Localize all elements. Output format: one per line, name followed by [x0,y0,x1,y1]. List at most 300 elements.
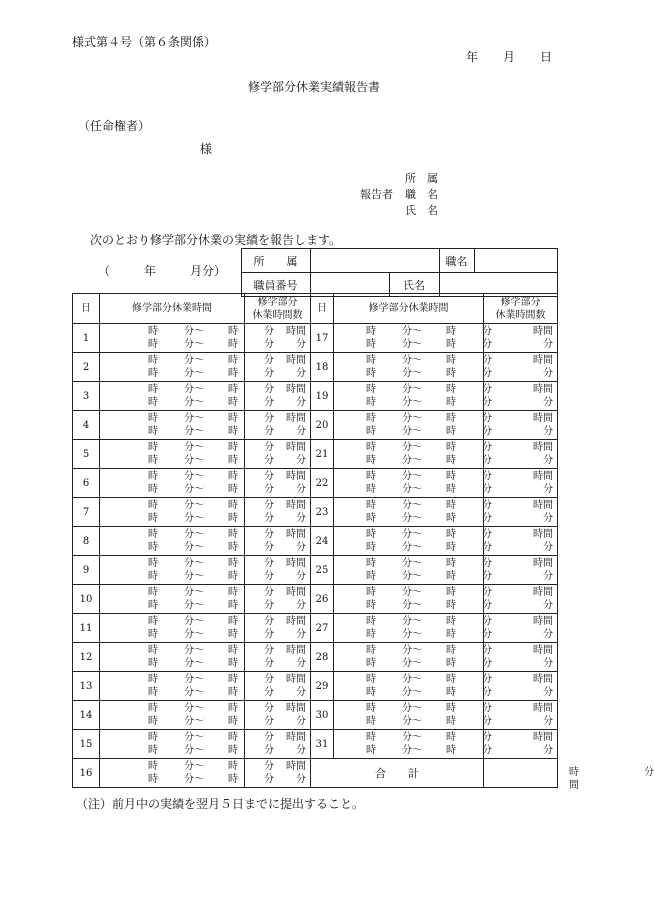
hours-unit: 時間 [286,558,306,569]
start-hour-unit: 時 [366,703,376,714]
start-hour-unit: 時 [366,616,376,627]
start-hour-unit: 時 [148,368,158,379]
minutes-unit: 分 [296,426,306,437]
end-minute-unit: 分 [482,542,492,553]
end-hour-unit: 時 [446,355,456,366]
start-hour-unit: 時 [148,745,158,756]
end-minute-unit: 分 [264,571,274,582]
day-number: 17 [311,324,334,353]
time-header: 修学部分休業時間 [100,294,245,324]
end-hour-unit: 時 [446,413,456,424]
hours-unit: 時間 [286,645,306,656]
start-minute-unit: 分～ [402,455,422,466]
hours-unit: 時間 [286,442,306,453]
minutes-unit: 分 [296,716,306,727]
hours-unit: 時間 [286,471,306,482]
hours-unit: 時間 [286,703,306,714]
footnote: （注）前月中の実績を翌月５日までに提出すること。 [76,797,365,811]
leave-hours-cell[interactable] [245,498,311,527]
leave-time-cell[interactable] [334,382,492,411]
leave-hours-cell[interactable] [484,585,558,614]
appointer-label: （任命権者） [78,119,151,133]
start-minute-unit: 分～ [184,658,204,669]
minutes-unit: 分 [296,600,306,611]
leave-hours-cell[interactable] [245,353,311,382]
start-minute-unit: 分～ [184,384,204,395]
end-minute-unit: 分 [264,368,274,379]
start-minute-unit: 分～ [402,529,422,540]
start-hour-unit: 時 [366,745,376,756]
day-number: 7 [73,498,100,527]
leave-time-cell[interactable] [100,353,274,382]
end-hour-unit: 時 [446,645,456,656]
name-label: 氏名 [389,273,439,297]
leave-hours-cell[interactable] [245,411,311,440]
start-hour-unit: 時 [148,616,158,627]
leave-time-cell[interactable] [334,701,492,730]
hours-unit: 時間 [286,761,306,772]
minutes-unit: 分 [296,658,306,669]
affiliation-field[interactable] [310,249,439,273]
leave-hours-cell[interactable] [245,759,311,788]
end-hour-unit: 時 [228,384,238,395]
leave-time-cell[interactable] [100,759,274,788]
hours-unit: 時間 [286,384,306,395]
day-number: 29 [311,672,334,701]
leave-time-cell[interactable] [100,324,274,353]
end-hour-unit: 時 [446,658,456,669]
affiliation-label: 所 属 [241,249,310,273]
hours-unit: 時間 [286,529,306,540]
leave-time-cell[interactable] [100,614,274,643]
minutes-unit: 分 [543,571,553,582]
total-minutes-unit: 分 [644,767,654,778]
end-minute-unit: 分 [264,674,274,685]
minutes-unit: 分 [296,513,306,524]
day-row [73,730,558,759]
end-minute-unit: 分 [482,600,492,611]
day-number: 26 [311,585,334,614]
start-minute-unit: 分～ [184,529,204,540]
start-hour-unit: 時 [148,455,158,466]
leave-time-cell[interactable] [334,498,492,527]
start-minute-unit: 分～ [184,426,204,437]
end-minute-unit: 分 [482,442,492,453]
minutes-unit: 分 [543,629,553,640]
day-row [73,556,558,585]
end-minute-unit: 分 [264,471,274,482]
start-minute-unit: 分～ [184,687,204,698]
leave-time-cell[interactable] [334,585,492,614]
start-minute-unit: 分～ [184,413,204,424]
day-number: 19 [311,382,334,411]
start-minute-unit: 分～ [402,645,422,656]
start-hour-unit: 時 [366,442,376,453]
hours-header-line2: 休業時間数 [252,309,303,321]
end-hour-unit: 時 [446,326,456,337]
leave-hours-cell[interactable] [245,585,311,614]
start-minute-unit: 分～ [402,500,422,511]
date-month-label: 月 [503,50,516,64]
start-minute-unit: 分～ [402,326,422,337]
leave-time-cell[interactable] [334,730,492,759]
hours-unit: 時間 [533,558,553,569]
start-minute-unit: 分～ [402,558,422,569]
minutes-unit: 分 [543,397,553,408]
end-minute-unit: 分 [482,629,492,640]
leave-time-cell[interactable] [100,498,274,527]
start-minute-unit: 分～ [184,774,204,785]
end-hour-unit: 時 [228,674,238,685]
start-hour-unit: 時 [366,500,376,511]
day-number: 23 [311,498,334,527]
end-minute-unit: 分 [264,629,274,640]
day-number: 22 [311,469,334,498]
end-minute-unit: 分 [264,745,274,756]
end-minute-unit: 分 [482,413,492,424]
end-minute-unit: 分 [264,542,274,553]
end-minute-unit: 分 [264,513,274,524]
total-hours-unit: 時間 [569,767,579,791]
day-number: 11 [73,614,100,643]
leave-time-cell[interactable] [100,527,274,556]
end-minute-unit: 分 [264,761,274,772]
hours-unit: 時間 [286,413,306,424]
start-minute-unit: 分～ [402,542,422,553]
day-number: 21 [311,440,334,469]
leave-hours-cell[interactable] [484,440,558,469]
start-minute-unit: 分～ [184,600,204,611]
start-minute-unit: 分～ [184,732,204,743]
start-hour-unit: 時 [148,600,158,611]
day-number: 13 [73,672,100,701]
end-minute-unit: 分 [264,484,274,495]
start-hour-unit: 時 [148,761,158,772]
leave-time-cell[interactable] [100,585,274,614]
total-label: 合 計 [311,759,484,788]
end-hour-unit: 時 [446,687,456,698]
end-hour-unit: 時 [228,513,238,524]
start-hour-unit: 時 [366,513,376,524]
hours-unit: 時間 [533,674,553,685]
minutes-unit: 分 [543,455,553,466]
hours-header [245,294,311,324]
start-minute-unit: 分～ [402,600,422,611]
intro-text: 次のとおり修学部分休業の実績を報告します。 [90,233,342,247]
start-hour-unit: 時 [366,658,376,669]
start-hour-unit: 時 [148,658,158,669]
start-minute-unit: 分～ [402,484,422,495]
start-hour-unit: 時 [366,732,376,743]
end-hour-unit: 時 [446,484,456,495]
end-hour-unit: 時 [228,687,238,698]
day-number: 3 [73,382,100,411]
start-hour-unit: 時 [148,426,158,437]
start-minute-unit: 分～ [184,629,204,640]
time-header: 修学部分休業時間 [334,294,484,324]
leave-hours-cell[interactable] [245,643,311,672]
end-hour-unit: 時 [446,471,456,482]
leave-time-cell[interactable] [334,324,492,353]
start-minute-unit: 分～ [184,542,204,553]
start-hour-unit: 時 [148,339,158,350]
leave-hours-cell[interactable] [245,440,311,469]
end-minute-unit: 分 [264,397,274,408]
start-minute-unit: 分～ [402,355,422,366]
leave-hours-cell[interactable] [245,324,311,353]
end-hour-unit: 時 [228,645,238,656]
start-minute-unit: 分～ [184,471,204,482]
end-hour-unit: 時 [228,600,238,611]
end-minute-unit: 分 [264,774,274,785]
start-hour-unit: 時 [148,587,158,598]
start-minute-unit: 分～ [402,397,422,408]
leave-time-cell[interactable] [334,614,492,643]
minutes-unit: 分 [296,339,306,350]
leave-time-cell[interactable] [334,672,492,701]
leave-hours-cell[interactable] [484,701,558,730]
day-number: 12 [73,643,100,672]
start-minute-unit: 分～ [184,484,204,495]
end-hour-unit: 時 [228,484,238,495]
position-field[interactable] [474,249,557,273]
start-hour-unit: 時 [366,368,376,379]
end-hour-unit: 時 [446,600,456,611]
day-number: 18 [311,353,334,382]
start-minute-unit: 分～ [184,571,204,582]
leave-time-cell[interactable] [100,382,274,411]
start-hour-unit: 時 [148,674,158,685]
start-minute-unit: 分～ [402,384,422,395]
start-hour-unit: 時 [148,529,158,540]
leave-hours-cell[interactable] [245,469,311,498]
hours-unit: 時間 [286,674,306,685]
start-minute-unit: 分～ [184,500,204,511]
report-table [72,293,654,791]
leave-time-cell[interactable] [100,556,274,585]
start-hour-unit: 時 [366,645,376,656]
end-hour-unit: 時 [446,384,456,395]
leave-hours-cell[interactable] [245,382,311,411]
end-minute-unit: 分 [482,658,492,669]
hours-unit: 時間 [286,326,306,337]
leave-time-cell[interactable] [334,643,492,672]
leave-hours-cell[interactable] [484,556,558,585]
end-hour-unit: 時 [228,558,238,569]
minutes-unit: 分 [296,368,306,379]
leave-time-cell[interactable] [334,556,492,585]
end-minute-unit: 分 [264,616,274,627]
day-number: 20 [311,411,334,440]
hours-header-line1: 修学部分 [500,296,541,308]
leave-hours-cell[interactable] [484,469,558,498]
start-hour-unit: 時 [366,484,376,495]
end-hour-unit: 時 [446,339,456,350]
leave-time-cell[interactable] [100,701,274,730]
end-minute-unit: 分 [264,529,274,540]
start-hour-unit: 時 [148,645,158,656]
hours-unit: 時間 [533,703,553,714]
end-hour-unit: 時 [228,339,238,350]
end-minute-unit: 分 [482,687,492,698]
start-hour-unit: 時 [366,455,376,466]
day-number: 27 [311,614,334,643]
leave-hours-cell[interactable] [484,614,558,643]
total-value-cell[interactable] [484,759,654,791]
start-minute-unit: 分～ [402,703,422,714]
start-minute-unit: 分～ [184,355,204,366]
start-hour-unit: 時 [366,326,376,337]
leave-hours-cell[interactable] [245,672,311,701]
hours-header-line2: 休業時間数 [495,309,546,321]
position-label: 職名 [439,249,474,273]
end-minute-unit: 分 [482,745,492,756]
leave-time-cell[interactable] [100,440,274,469]
leave-hours-cell[interactable] [245,556,311,585]
start-hour-unit: 時 [366,339,376,350]
end-minute-unit: 分 [482,326,492,337]
minutes-unit: 分 [296,745,306,756]
end-hour-unit: 時 [228,355,238,366]
leave-hours-cell[interactable] [245,527,311,556]
leave-hours-cell[interactable] [484,498,558,527]
leave-time-cell[interactable] [334,469,492,498]
end-minute-unit: 分 [482,484,492,495]
leave-time-cell[interactable] [100,643,274,672]
date-year-label: 年 [466,50,479,64]
end-minute-unit: 分 [264,500,274,511]
end-minute-unit: 分 [482,616,492,627]
end-hour-unit: 時 [446,674,456,685]
end-minute-unit: 分 [264,645,274,656]
hours-unit: 時間 [533,413,553,424]
leave-hours-cell[interactable] [484,672,558,701]
day-row [73,411,558,440]
leave-hours-cell[interactable] [484,527,558,556]
day-row [73,353,558,382]
end-hour-unit: 時 [446,616,456,627]
leave-time-cell[interactable] [100,411,274,440]
leave-time-cell[interactable] [100,469,274,498]
end-minute-unit: 分 [482,732,492,743]
start-minute-unit: 分～ [402,413,422,424]
leave-time-cell[interactable] [100,672,274,701]
leave-hours-cell[interactable] [484,643,558,672]
minutes-unit: 分 [296,774,306,785]
start-minute-unit: 分～ [402,426,422,437]
leave-hours-cell[interactable] [484,730,558,759]
start-minute-unit: 分～ [402,687,422,698]
end-hour-unit: 時 [446,629,456,640]
minutes-unit: 分 [543,542,553,553]
end-hour-unit: 時 [228,426,238,437]
minutes-unit: 分 [543,368,553,379]
start-hour-unit: 時 [148,716,158,727]
end-minute-unit: 分 [264,587,274,598]
end-hour-unit: 時 [228,716,238,727]
leave-time-cell[interactable] [100,730,274,759]
day-number: 31 [311,730,334,759]
end-minute-unit: 分 [482,368,492,379]
end-hour-unit: 時 [228,587,238,598]
minutes-unit: 分 [296,629,306,640]
hours-unit: 時間 [533,471,553,482]
end-minute-unit: 分 [264,687,274,698]
day-row [73,614,558,643]
end-hour-unit: 時 [446,558,456,569]
start-hour-unit: 時 [366,587,376,598]
start-minute-unit: 分～ [402,674,422,685]
start-hour-unit: 時 [366,674,376,685]
end-minute-unit: 分 [482,355,492,366]
reporter-name-label: 氏 名 [405,204,438,217]
day-header: 日 [73,294,100,324]
end-hour-unit: 時 [228,761,238,772]
end-hour-unit: 時 [228,703,238,714]
end-hour-unit: 時 [228,616,238,627]
minutes-unit: 分 [543,484,553,495]
leave-hours-cell[interactable] [484,382,558,411]
start-hour-unit: 時 [148,484,158,495]
minutes-unit: 分 [543,687,553,698]
end-minute-unit: 分 [482,426,492,437]
leave-hours-cell[interactable] [245,730,311,759]
end-hour-unit: 時 [446,716,456,727]
end-hour-unit: 時 [228,397,238,408]
end-hour-unit: 時 [228,571,238,582]
leave-time-cell[interactable] [334,411,492,440]
leave-hours-cell[interactable] [484,353,558,382]
leave-hours-cell[interactable] [245,614,311,643]
day-number: 8 [73,527,100,556]
hours-header [484,294,558,324]
end-hour-unit: 時 [228,413,238,424]
start-hour-unit: 時 [148,513,158,524]
end-minute-unit: 分 [264,384,274,395]
start-hour-unit: 時 [148,629,158,640]
day-number: 10 [73,585,100,614]
leave-hours-cell[interactable] [245,701,311,730]
day-number: 14 [73,701,100,730]
end-minute-unit: 分 [482,558,492,569]
end-hour-unit: 時 [228,455,238,466]
end-minute-unit: 分 [482,471,492,482]
leave-time-cell[interactable] [334,353,492,382]
hours-unit: 時間 [533,587,553,598]
start-minute-unit: 分～ [402,658,422,669]
day-number: 5 [73,440,100,469]
day-number: 30 [311,701,334,730]
period-month: 月分） [190,264,227,278]
end-hour-unit: 時 [228,732,238,743]
end-hour-unit: 時 [228,542,238,553]
day-row [73,759,558,788]
leave-hours-cell[interactable] [484,411,558,440]
end-minute-unit: 分 [264,339,274,350]
start-minute-unit: 分～ [184,339,204,350]
end-minute-unit: 分 [264,455,274,466]
start-minute-unit: 分～ [184,513,204,524]
end-minute-unit: 分 [482,703,492,714]
leave-hours-cell[interactable] [484,324,558,353]
day-number: 15 [73,730,100,759]
day-row [73,672,558,701]
leave-time-cell[interactable] [334,527,492,556]
day-number: 16 [73,759,100,788]
end-hour-unit: 時 [446,442,456,453]
document-title: 修学部分休業実績報告書 [248,80,381,94]
leave-time-cell[interactable] [334,440,492,469]
